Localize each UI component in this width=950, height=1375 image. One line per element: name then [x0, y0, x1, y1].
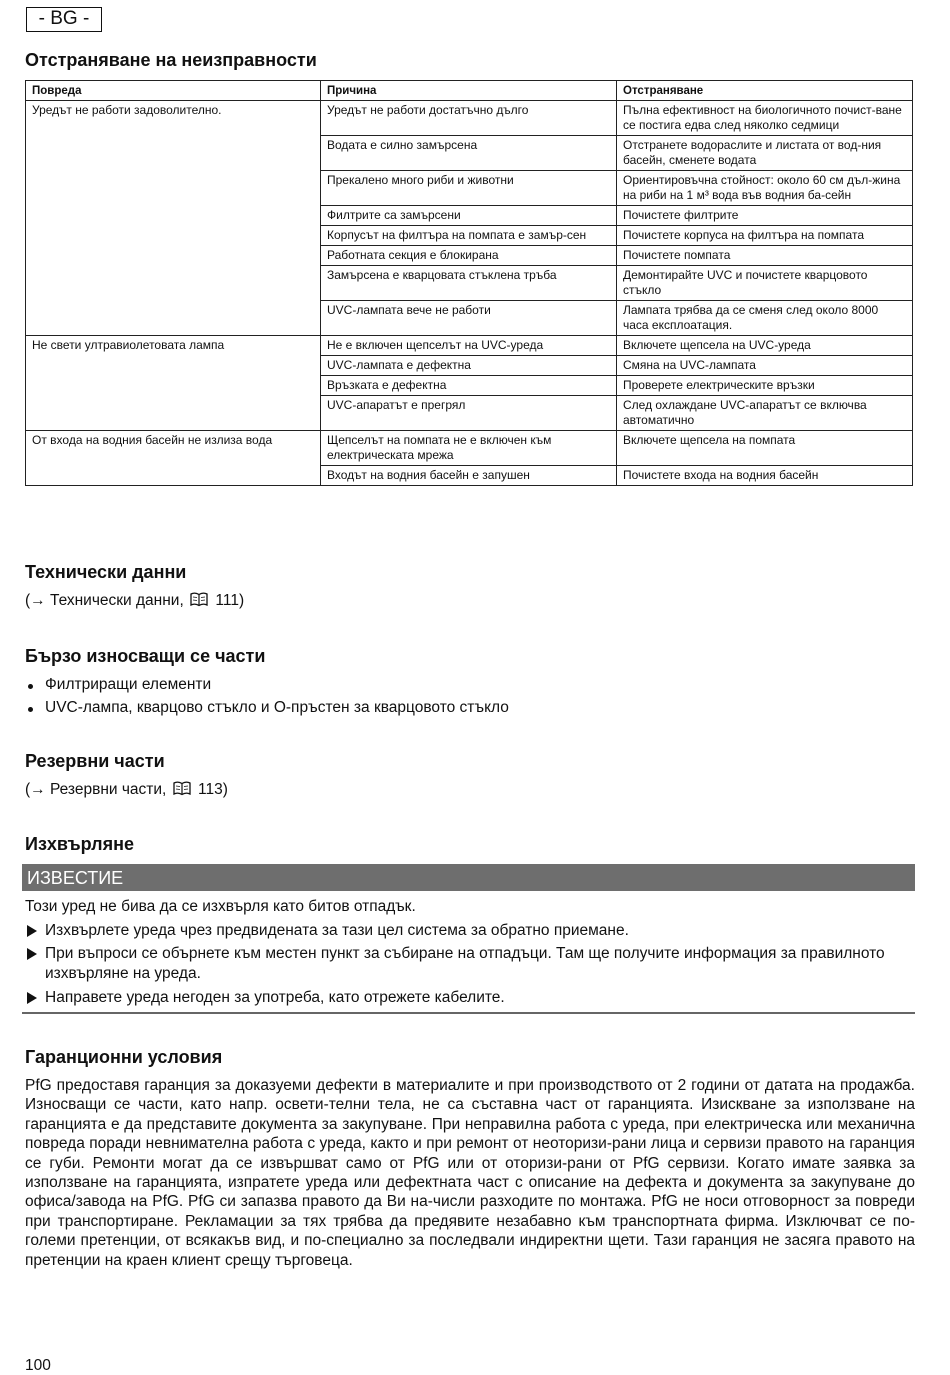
instruction-step-text: Направете уреда негоден за употреба, като отрежете кабелите. [45, 988, 505, 1006]
cause-cell: Корпусът на филтъра на помпата е замър-сен [321, 226, 617, 246]
spare-parts-ref-page: 113) [197, 781, 228, 798]
cause-cell: UVC-апаратът е прегрял [321, 396, 617, 431]
remedy-cell: Почистете входа на водния басейн [617, 466, 913, 486]
remedy-cell: След охлаждане UVC-апаратът се включва автоматично [617, 396, 913, 431]
list-item-text: Филтриращи елементи [45, 676, 212, 693]
remedy-cell: Отстранете водораслите и листата от вод-ния басейн, сменете водата [617, 136, 913, 171]
arrow-right-icon [27, 992, 37, 1004]
tech-data-reference [25, 592, 244, 610]
book-icon [190, 592, 208, 607]
cause-cell: Замърсена е кварцовата стъклена тръба [321, 266, 617, 301]
fault-cell: Уредът не работи задоволително. [26, 101, 321, 336]
list-item-text: UVC-лампа, кварцово стъкло и О-пръстен за кварцовото стъкло [45, 698, 509, 716]
remedy-cell: Смяна на UVC-лампата [617, 356, 913, 376]
cause-cell: Щепселът на помпата не е включен към електрическата мрежа [321, 431, 617, 466]
arrow-right-icon [27, 948, 37, 960]
remedy-cell: Почистете филтрите [617, 206, 913, 226]
cause-cell: Не е включен щепселът на UVC-уреда [321, 336, 617, 356]
column-header-cause: Причина [321, 81, 617, 101]
troubleshooting-table [25, 80, 913, 486]
table-row [26, 431, 913, 466]
tech-data-ref-text: (→ Технически данни, [25, 592, 184, 609]
troubleshooting-table-body [26, 101, 913, 486]
table-header-row [26, 81, 913, 101]
troubleshooting-title: Отстраняване на неизправности [25, 50, 317, 70]
cause-cell: Работната секция е блокирана [321, 246, 617, 266]
instruction-step [25, 944, 905, 984]
remedy-cell: Включете щепсела на UVC-уреда [617, 336, 913, 356]
remedy-cell: Почистете корпуса на филтъра на помпата [617, 226, 913, 246]
column-header-fault: Повреда [26, 81, 321, 101]
wear-parts-list [25, 676, 509, 721]
wear-parts-title: Бързо износващи се части [25, 646, 266, 666]
page-number: 100 [25, 1357, 51, 1374]
list-item [25, 676, 509, 699]
cause-cell: UVC-лампата вече не работи [321, 301, 617, 336]
spare-parts-ref-text: (→ Резервни части, [25, 781, 167, 798]
cause-cell: UVC-лампата е дефектна [321, 356, 617, 376]
remedy-cell: Лампата трябва да се сменя след около 8000 часа експлоатация. [617, 301, 913, 336]
remedy-cell: Пълна ефективност на биологичното почист-ване се постига едва след няколко седмици [617, 101, 913, 136]
remedy-cell: Демонтирайте UVC и почистете кварцовото стъкло [617, 266, 913, 301]
cause-cell: Водата е силно замърсена [321, 136, 617, 171]
arrow-right-icon [27, 925, 37, 937]
table-row [26, 101, 913, 136]
warranty-text: PfG предоставя гаранция за доказуеми дефекти в материалите и при производството от 2 години от датата на продажба. Износващи се части, като напр. освети-телни тела, не са съставна част от гаранцията. Изискване за използване на гаранцията е да представите документа за закупуване. При неправилна работа с уреда, при електрическа или механична повреда поради невнимателна работа с уреда, както и при ремонт от неоторизи-рани лица и сервизи правото на гаранция се губи. Ремонти могат да се извършват само от PfG или от оторизи-рани от PfG сервизи. Когато имате заявка за използване на гаранцията, изпратете уреда или дефектната част с описание на дефекта и документа за закупуване до офиса/завода на PfG. PfG си запазва правото да Ви на-числи разходите по монтажа. PfG не носи отговорност за повреди при транспортиране. Рекламации за тях трябва да предявите незабавно към транспортната фирма. Изключват се по-големи претенции, от всякакъв вид, и по-специално за последвали индиректни щети. Тази гаранция не засяга правото на претенции на краен клиент срещу търговеца. [25, 1077, 915, 1269]
notice-body [25, 897, 905, 1008]
instruction-step [25, 988, 905, 1008]
notice-divider [22, 1012, 915, 1014]
instruction-step-text: Изхвърлете уреда чрез предвидената за тази цел система за обратно приемане. [45, 921, 629, 939]
cause-cell: Входът на водния басейн е запушен [321, 466, 617, 486]
cause-cell: Уредът не работи достатъчно дълго [321, 101, 617, 136]
instruction-step [25, 921, 905, 941]
tech-data-title: Технически данни [25, 562, 187, 582]
spare-parts-title: Резервни части [25, 751, 165, 771]
remedy-cell: Проверете електрическите връзки [617, 376, 913, 396]
language-badge: - BG - [26, 7, 102, 32]
table-row [26, 336, 913, 356]
instruction-step-text: При въпроси се обърнете към местен пункт за събиране на отпадъци. Там ще получите информация за правилното изхвърляне на уреда. [45, 945, 885, 982]
remedy-cell: Почистете помпата [617, 246, 913, 266]
bullet-icon [28, 707, 33, 712]
warranty-title: Гаранционни условия [25, 1047, 223, 1067]
remedy-cell: Ориентировъчна стойност: около 60 см дъл-жина на риби на 1 м³ вода във водния ба-сейн [617, 171, 913, 206]
list-item [25, 699, 509, 722]
spare-parts-reference [25, 781, 228, 799]
notice-banner: ИЗВЕСТИЕ [22, 864, 915, 891]
notice-intro: Този уред не бива да се изхвърля като битов отпадък. [25, 898, 416, 915]
cause-cell: Филтрите са замърсени [321, 206, 617, 226]
book-icon [173, 781, 191, 796]
fault-cell: Не свети ултравиолетовата лампа [26, 336, 321, 431]
disposal-title: Изхвърляне [25, 834, 135, 854]
remedy-cell: Включете щепсела на помпата [617, 431, 913, 466]
fault-cell: От входа на водния басейн не излиза вода [26, 431, 321, 486]
bullet-icon [28, 684, 33, 689]
column-header-remedy: Отстраняване [617, 81, 913, 101]
tech-data-ref-page: 111) [215, 592, 245, 609]
cause-cell: Прекалено много риби и животни [321, 171, 617, 206]
cause-cell: Връзката е дефектна [321, 376, 617, 396]
